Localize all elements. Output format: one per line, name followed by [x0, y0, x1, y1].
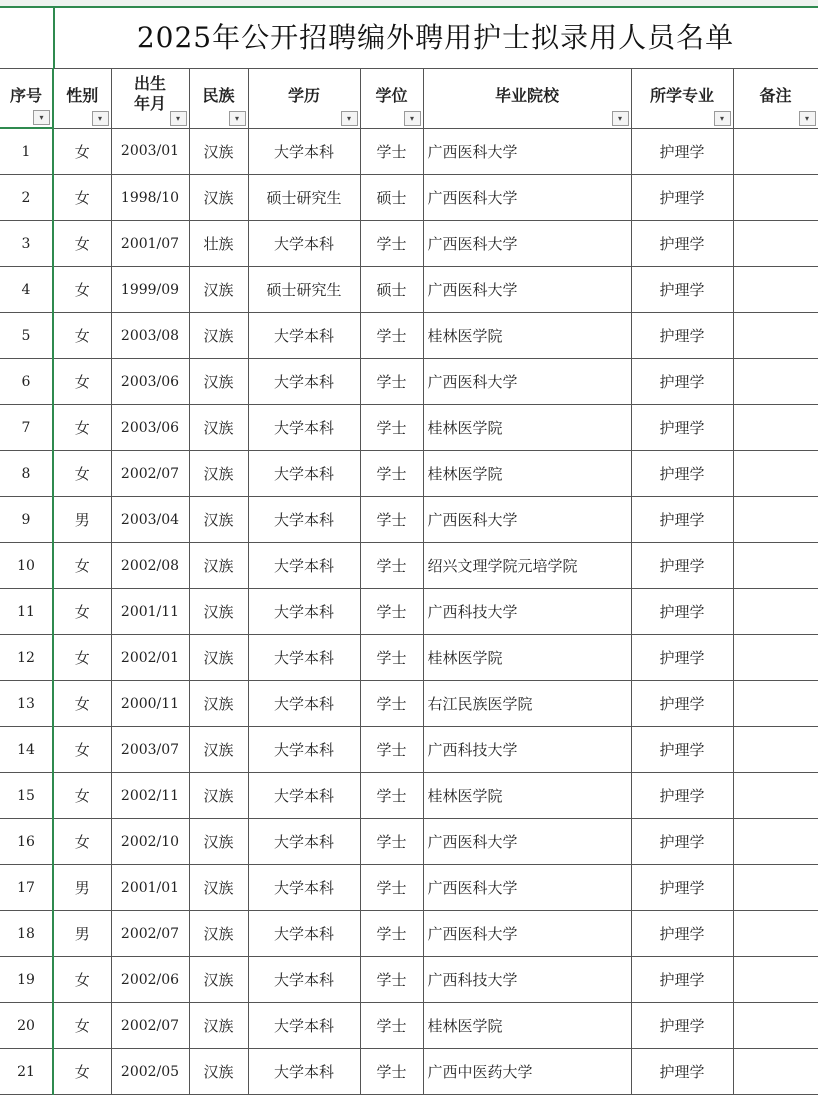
cell-ethnicity[interactable]: 壮族: [189, 221, 248, 267]
cell-education[interactable]: 大学本科: [248, 1049, 360, 1095]
cell-degree[interactable]: 硕士: [360, 175, 423, 221]
filter-dropdown-icon[interactable]: ▾: [33, 110, 50, 125]
cell-remark[interactable]: [733, 313, 818, 359]
cell-no[interactable]: 8: [0, 451, 53, 497]
cell-major[interactable]: 护理学: [631, 727, 733, 773]
cell-gender[interactable]: 女: [53, 267, 111, 313]
sheet-title[interactable]: 2025年公开招聘编外聘用护士拟录用人员名单: [136, 21, 735, 54]
cell-degree[interactable]: 学士: [360, 451, 423, 497]
cell-degree[interactable]: 学士: [360, 957, 423, 1003]
header-school[interactable]: 毕业院校 ▾: [423, 69, 631, 129]
cell-remark[interactable]: [733, 1003, 818, 1049]
cell-no[interactable]: 12: [0, 635, 53, 681]
cell-birth[interactable]: 2001/01: [111, 865, 189, 911]
cell-ethnicity[interactable]: 汉族: [189, 497, 248, 543]
cell-major[interactable]: 护理学: [631, 1049, 733, 1095]
cell-degree[interactable]: 学士: [360, 865, 423, 911]
cell-education[interactable]: 大学本科: [248, 221, 360, 267]
cell-ethnicity[interactable]: 汉族: [189, 1003, 248, 1049]
filter-dropdown-icon[interactable]: ▾: [714, 111, 731, 126]
table-row: [0, 1003, 818, 1049]
cell-no[interactable]: 14: [0, 727, 53, 773]
filter-dropdown-icon[interactable]: ▾: [612, 111, 629, 126]
table-row: [0, 451, 818, 497]
table-row: [0, 543, 818, 589]
cell-major[interactable]: 护理学: [631, 451, 733, 497]
cell-birth[interactable]: 2002/01: [111, 635, 189, 681]
cell-no[interactable]: 4: [0, 267, 53, 313]
sheet-top-edge: [0, 0, 818, 8]
cell-remark[interactable]: [733, 221, 818, 267]
cell-major[interactable]: 护理学: [631, 819, 733, 865]
cell-ethnicity[interactable]: 汉族: [189, 313, 248, 359]
title-corner-cell[interactable]: [0, 8, 55, 68]
cell-birth[interactable]: 2001/07: [111, 221, 189, 267]
cell-school[interactable]: 广西科技大学: [423, 589, 631, 635]
cell-ethnicity[interactable]: 汉族: [189, 911, 248, 957]
cell-ethnicity[interactable]: 汉族: [189, 359, 248, 405]
cell-gender[interactable]: 女: [53, 128, 111, 175]
cell-degree[interactable]: 学士: [360, 128, 423, 175]
cell-education[interactable]: 大学本科: [248, 543, 360, 589]
cell-major[interactable]: 护理学: [631, 359, 733, 405]
cell-education[interactable]: 大学本科: [248, 727, 360, 773]
cell-school[interactable]: 广西科技大学: [423, 727, 631, 773]
cell-gender[interactable]: 女: [53, 1049, 111, 1095]
table-row: [0, 681, 818, 727]
cell-no[interactable]: 17: [0, 865, 53, 911]
cell-remark[interactable]: [733, 267, 818, 313]
cell-education[interactable]: 大学本科: [248, 497, 360, 543]
cell-major[interactable]: 护理学: [631, 911, 733, 957]
cell-school[interactable]: 桂林医学院: [423, 313, 631, 359]
cell-gender[interactable]: 女: [53, 313, 111, 359]
cell-education[interactable]: 大学本科: [248, 911, 360, 957]
table-row: [0, 911, 818, 957]
header-no[interactable]: 序号 ▾: [0, 69, 53, 129]
table-row: [0, 589, 818, 635]
cell-birth[interactable]: 1998/10: [111, 175, 189, 221]
cell-birth[interactable]: 2002/11: [111, 773, 189, 819]
cell-education[interactable]: 大学本科: [248, 128, 360, 175]
cell-degree[interactable]: 学士: [360, 405, 423, 451]
header-ethnicity[interactable]: 民族 ▾: [189, 69, 248, 129]
cell-ethnicity[interactable]: 汉族: [189, 635, 248, 681]
table-row: [0, 635, 818, 681]
cell-gender[interactable]: 女: [53, 957, 111, 1003]
cell-education[interactable]: 大学本科: [248, 865, 360, 911]
cell-remark[interactable]: [733, 865, 818, 911]
cell-degree[interactable]: 学士: [360, 359, 423, 405]
cell-ethnicity[interactable]: 汉族: [189, 727, 248, 773]
cell-gender[interactable]: 男: [53, 497, 111, 543]
cell-birth[interactable]: 2002/05: [111, 1049, 189, 1095]
cell-no[interactable]: 15: [0, 773, 53, 819]
cell-degree[interactable]: 学士: [360, 1003, 423, 1049]
cell-school[interactable]: 广西中医药大学: [423, 1049, 631, 1095]
cell-major[interactable]: 护理学: [631, 681, 733, 727]
cell-remark[interactable]: [733, 1049, 818, 1095]
cell-education[interactable]: 大学本科: [248, 405, 360, 451]
cell-birth[interactable]: 1999/09: [111, 267, 189, 313]
cell-ethnicity[interactable]: 汉族: [189, 1049, 248, 1095]
cell-remark[interactable]: [733, 451, 818, 497]
cell-school[interactable]: 绍兴文理学院元培学院: [423, 543, 631, 589]
cell-major[interactable]: 护理学: [631, 773, 733, 819]
cell-school[interactable]: 广西医科大学: [423, 175, 631, 221]
cell-remark[interactable]: [733, 727, 818, 773]
cell-degree[interactable]: 学士: [360, 221, 423, 267]
cell-school[interactable]: 桂林医学院: [423, 451, 631, 497]
cell-education[interactable]: 大学本科: [248, 451, 360, 497]
table-row: [0, 865, 818, 911]
cell-remark[interactable]: [733, 911, 818, 957]
cell-school[interactable]: 桂林医学院: [423, 405, 631, 451]
table-row: [0, 957, 818, 1003]
cell-degree[interactable]: 学士: [360, 635, 423, 681]
cell-gender[interactable]: 女: [53, 727, 111, 773]
cell-school[interactable]: 广西医科大学: [423, 497, 631, 543]
cell-school[interactable]: 广西医科大学: [423, 128, 631, 175]
cell-birth[interactable]: 2003/08: [111, 313, 189, 359]
cell-gender[interactable]: 男: [53, 911, 111, 957]
cell-degree[interactable]: 学士: [360, 819, 423, 865]
cell-ethnicity[interactable]: 汉族: [189, 819, 248, 865]
cell-gender[interactable]: 女: [53, 1003, 111, 1049]
cell-degree[interactable]: 硕士: [360, 267, 423, 313]
header-degree[interactable]: 学位 ▾: [360, 69, 423, 129]
filter-dropdown-icon[interactable]: ▾: [799, 111, 816, 126]
cell-school[interactable]: 广西医科大学: [423, 221, 631, 267]
cell-major[interactable]: 护理学: [631, 313, 733, 359]
cell-major[interactable]: 护理学: [631, 128, 733, 175]
cell-birth[interactable]: 2000/11: [111, 681, 189, 727]
cell-degree[interactable]: 学士: [360, 589, 423, 635]
cell-birth[interactable]: 2002/07: [111, 451, 189, 497]
cell-ethnicity[interactable]: 汉族: [189, 267, 248, 313]
cell-major[interactable]: 护理学: [631, 221, 733, 267]
table-row: [0, 175, 818, 221]
cell-no[interactable]: 19: [0, 957, 53, 1003]
cell-degree[interactable]: 学士: [360, 773, 423, 819]
table-row: [0, 267, 818, 313]
cell-degree[interactable]: 学士: [360, 727, 423, 773]
cell-degree[interactable]: 学士: [360, 313, 423, 359]
cell-education[interactable]: 硕士研究生: [248, 175, 360, 221]
cell-education[interactable]: 大学本科: [248, 359, 360, 405]
cell-gender[interactable]: 女: [53, 175, 111, 221]
cell-education[interactable]: 大学本科: [248, 313, 360, 359]
cell-no[interactable]: 9: [0, 497, 53, 543]
cell-major[interactable]: 护理学: [631, 543, 733, 589]
cell-school[interactable]: 右江民族医学院: [423, 681, 631, 727]
cell-remark[interactable]: [733, 773, 818, 819]
cell-no[interactable]: 7: [0, 405, 53, 451]
cell-degree[interactable]: 学士: [360, 543, 423, 589]
title-row: [0, 8, 818, 69]
cell-major[interactable]: 护理学: [631, 589, 733, 635]
cell-education[interactable]: 大学本科: [248, 589, 360, 635]
filter-dropdown-icon[interactable]: ▾: [170, 111, 187, 126]
cell-no[interactable]: 21: [0, 1049, 53, 1095]
cell-school[interactable]: 广西医科大学: [423, 865, 631, 911]
filter-dropdown-icon[interactable]: ▾: [229, 111, 246, 126]
cell-ethnicity[interactable]: 汉族: [189, 175, 248, 221]
cell-degree[interactable]: 学士: [360, 497, 423, 543]
cell-major[interactable]: 护理学: [631, 175, 733, 221]
table-row: [0, 221, 818, 267]
cell-degree[interactable]: 学士: [360, 1049, 423, 1095]
header-education[interactable]: 学历 ▾: [248, 69, 360, 129]
cell-ethnicity[interactable]: 汉族: [189, 543, 248, 589]
cell-no[interactable]: 10: [0, 543, 53, 589]
header-remark[interactable]: 备注 ▾: [733, 69, 818, 129]
cell-gender[interactable]: 女: [53, 589, 111, 635]
cell-school[interactable]: 广西医科大学: [423, 267, 631, 313]
cell-birth[interactable]: 2003/06: [111, 405, 189, 451]
cell-education[interactable]: 大学本科: [248, 635, 360, 681]
table-row: [0, 727, 818, 773]
cell-degree[interactable]: 学士: [360, 681, 423, 727]
cell-school[interactable]: 广西医科大学: [423, 819, 631, 865]
cell-remark[interactable]: [733, 681, 818, 727]
table-row: [0, 359, 818, 405]
cell-no[interactable]: 3: [0, 221, 53, 267]
cell-remark[interactable]: [733, 128, 818, 175]
cell-major[interactable]: 护理学: [631, 267, 733, 313]
cell-major[interactable]: 护理学: [631, 405, 733, 451]
cell-ethnicity[interactable]: 汉族: [189, 773, 248, 819]
cell-birth[interactable]: 2003/07: [111, 727, 189, 773]
header-major[interactable]: 所学专业 ▾: [631, 69, 733, 129]
cell-no[interactable]: 6: [0, 359, 53, 405]
cell-school[interactable]: 桂林医学院: [423, 1003, 631, 1049]
table-row: [0, 497, 818, 543]
cell-remark[interactable]: [733, 957, 818, 1003]
cell-birth[interactable]: 2003/01: [111, 128, 189, 175]
cell-ethnicity[interactable]: 汉族: [189, 865, 248, 911]
cell-gender[interactable]: 女: [53, 405, 111, 451]
cell-birth[interactable]: 2003/04: [111, 497, 189, 543]
cell-school[interactable]: 桂林医学院: [423, 773, 631, 819]
cell-gender[interactable]: 女: [53, 681, 111, 727]
cell-gender[interactable]: 女: [53, 221, 111, 267]
filter-dropdown-icon[interactable]: ▾: [404, 111, 421, 126]
filter-dropdown-icon[interactable]: ▾: [341, 111, 358, 126]
cell-major[interactable]: 护理学: [631, 497, 733, 543]
cell-education[interactable]: 大学本科: [248, 957, 360, 1003]
cell-school[interactable]: 广西科技大学: [423, 957, 631, 1003]
cell-remark[interactable]: [733, 405, 818, 451]
cell-ethnicity[interactable]: 汉族: [189, 589, 248, 635]
table-row: [0, 819, 818, 865]
cell-education[interactable]: 大学本科: [248, 1003, 360, 1049]
cell-no[interactable]: 16: [0, 819, 53, 865]
cell-no[interactable]: 13: [0, 681, 53, 727]
cell-birth[interactable]: 2003/06: [111, 359, 189, 405]
cell-birth[interactable]: 2002/07: [111, 911, 189, 957]
table-row: [0, 773, 818, 819]
cell-degree[interactable]: 学士: [360, 911, 423, 957]
header-birth[interactable]: 出生 年月 ▾: [111, 69, 189, 129]
cell-education[interactable]: 大学本科: [248, 681, 360, 727]
candidate-table: [0, 68, 818, 1095]
cell-gender[interactable]: 男: [53, 865, 111, 911]
cell-major[interactable]: 护理学: [631, 1003, 733, 1049]
cell-ethnicity[interactable]: 汉族: [189, 957, 248, 1003]
cell-ethnicity[interactable]: 汉族: [189, 128, 248, 175]
table-row: [0, 313, 818, 359]
filter-dropdown-icon[interactable]: ▾: [92, 111, 109, 126]
cell-education[interactable]: 大学本科: [248, 773, 360, 819]
cell-ethnicity[interactable]: 汉族: [189, 451, 248, 497]
cell-gender[interactable]: 女: [53, 543, 111, 589]
cell-remark[interactable]: [733, 359, 818, 405]
cell-gender[interactable]: 女: [53, 773, 111, 819]
table-body: [0, 128, 818, 1095]
cell-gender[interactable]: 女: [53, 451, 111, 497]
cell-school[interactable]: 桂林医学院: [423, 635, 631, 681]
cell-major[interactable]: 护理学: [631, 635, 733, 681]
table-row: [0, 1049, 818, 1095]
cell-gender[interactable]: 女: [53, 359, 111, 405]
cell-no[interactable]: 18: [0, 911, 53, 957]
cell-birth[interactable]: 2002/08: [111, 543, 189, 589]
header-gender[interactable]: 性别 ▾: [53, 69, 111, 129]
cell-ethnicity[interactable]: 汉族: [189, 681, 248, 727]
table-row: [0, 405, 818, 451]
cell-birth[interactable]: 2002/10: [111, 819, 189, 865]
cell-remark[interactable]: [733, 175, 818, 221]
cell-gender[interactable]: 女: [53, 819, 111, 865]
cell-no[interactable]: 11: [0, 589, 53, 635]
cell-remark[interactable]: [733, 543, 818, 589]
cell-major[interactable]: 护理学: [631, 957, 733, 1003]
cell-birth[interactable]: 2002/07: [111, 1003, 189, 1049]
cell-remark[interactable]: [733, 819, 818, 865]
cell-birth[interactable]: 2001/11: [111, 589, 189, 635]
cell-no[interactable]: 20: [0, 1003, 53, 1049]
cell-gender[interactable]: 女: [53, 635, 111, 681]
cell-no[interactable]: 2: [0, 175, 53, 221]
table-row: [0, 128, 818, 175]
cell-school[interactable]: 广西医科大学: [423, 911, 631, 957]
cell-no[interactable]: 5: [0, 313, 53, 359]
cell-no[interactable]: 1: [0, 128, 53, 175]
cell-education[interactable]: 硕士研究生: [248, 267, 360, 313]
cell-ethnicity[interactable]: 汉族: [189, 405, 248, 451]
header-row: [0, 69, 818, 129]
cell-remark[interactable]: [733, 589, 818, 635]
cell-remark[interactable]: [733, 497, 818, 543]
cell-school[interactable]: 广西医科大学: [423, 359, 631, 405]
cell-remark[interactable]: [733, 635, 818, 681]
cell-education[interactable]: 大学本科: [248, 819, 360, 865]
cell-major[interactable]: 护理学: [631, 865, 733, 911]
cell-birth[interactable]: 2002/06: [111, 957, 189, 1003]
